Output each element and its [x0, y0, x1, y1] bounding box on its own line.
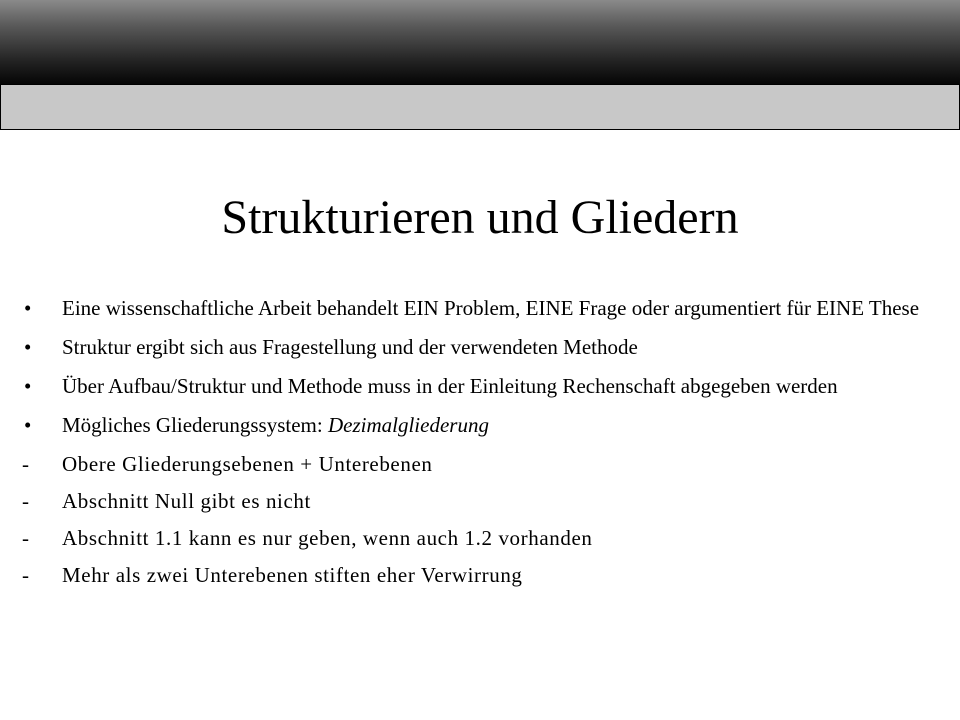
dash-item: [22, 561, 922, 590]
dash-marker: -: [22, 526, 29, 550]
dash-text: Abschnitt 1.1 kann es nur geben, wenn auch 1.2 vorhanden: [62, 526, 593, 550]
dash-item: [22, 450, 922, 479]
slide-content-list: [22, 294, 922, 598]
bullet-text-plain: Mögliches Gliederungssystem:: [62, 413, 328, 437]
bullet-text: Eine wissenschaftliche Arbeit behandelt EIN Problem, EINE Frage oder argumentiert für EINE These: [62, 296, 920, 320]
header-gradient-band: [0, 0, 960, 84]
dash-item: [22, 524, 922, 553]
dash-text: Obere Gliederungsebenen + Unterebenen: [62, 452, 433, 476]
slide-title: Strukturieren und Gliedern: [221, 191, 739, 244]
bullet-item: [22, 372, 922, 401]
dash-item: [22, 487, 922, 516]
bullet-marker: •: [24, 413, 32, 437]
bullet-item: [22, 411, 922, 440]
bullet-marker: •: [24, 374, 32, 398]
dash-text: Abschnitt Null gibt es nicht: [62, 489, 311, 513]
dash-marker: -: [22, 563, 29, 587]
header-bar: [0, 84, 960, 130]
bullet-item: [22, 294, 922, 323]
bullet-marker: •: [24, 296, 32, 320]
dash-marker: -: [22, 489, 29, 513]
bullet-marker: •: [24, 335, 32, 359]
bullet-text-emphasis: Dezimalgliederung: [327, 413, 489, 437]
dash-text: Mehr als zwei Unterebenen stiften eher Verwirrung: [62, 563, 523, 587]
bullet-text: Struktur ergibt sich aus Fragestellung und der verwendeten Methode: [62, 335, 638, 359]
bullet-text: Über Aufbau/Struktur und Methode muss in der Einleitung Rechenschaft abgegeben werden: [62, 374, 838, 398]
dash-marker: -: [22, 452, 29, 476]
bullet-text: [62, 413, 489, 437]
bullet-item: [22, 333, 922, 362]
